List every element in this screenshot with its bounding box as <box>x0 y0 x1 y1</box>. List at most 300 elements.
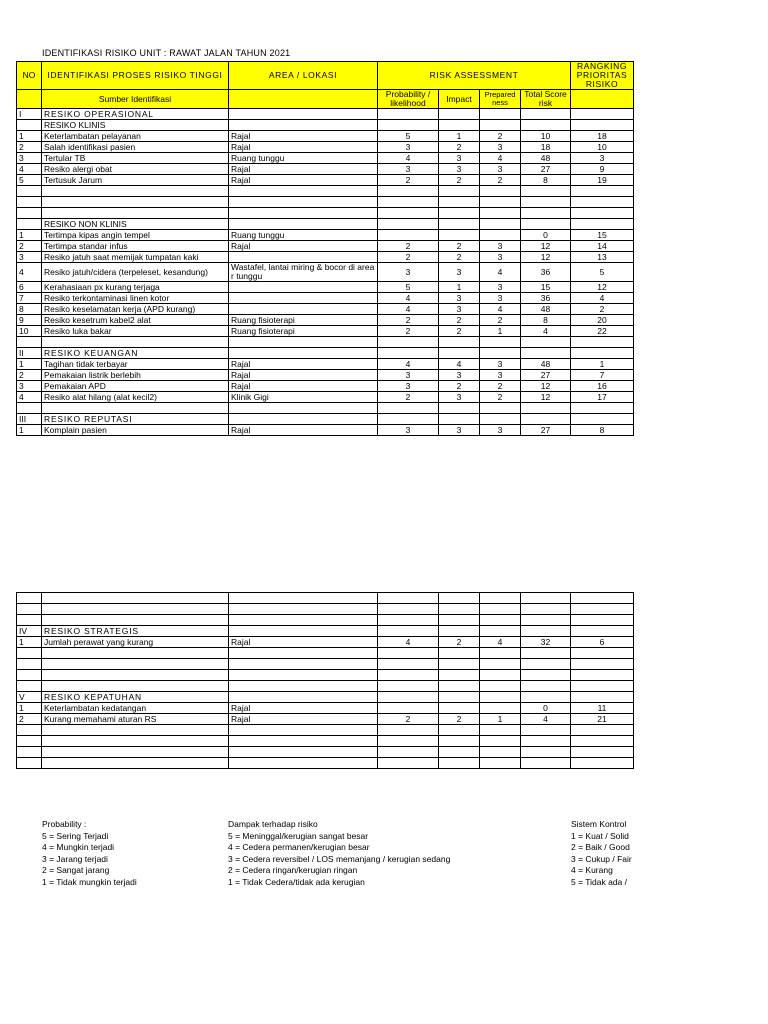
table-row <box>17 626 634 637</box>
table-cell: Keterlambatan kedatangan <box>42 703 229 714</box>
table-cell <box>378 736 439 747</box>
table-cell: 2 <box>439 142 480 153</box>
table-cell: 1 <box>17 230 42 241</box>
table-cell <box>378 219 439 230</box>
table-cell <box>480 208 521 219</box>
table-cell <box>571 615 634 626</box>
table-cell <box>229 197 378 208</box>
table-cell: 48 <box>521 153 571 164</box>
table-cell <box>378 747 439 758</box>
table-cell: 3 <box>378 381 439 392</box>
table-cell <box>17 758 42 769</box>
table-cell <box>521 120 571 131</box>
table-row <box>17 186 634 197</box>
table-cell <box>17 681 42 692</box>
table-row <box>17 637 634 648</box>
header-total: Total Score risk <box>521 90 571 109</box>
table-cell: 4 <box>521 714 571 725</box>
table-cell: Rajal <box>229 241 378 252</box>
table-row <box>17 263 634 282</box>
table-cell <box>571 120 634 131</box>
table-cell: 3 <box>378 164 439 175</box>
table-cell <box>42 725 229 736</box>
table-cell: 3 <box>480 241 521 252</box>
table-cell: 3 <box>439 263 480 282</box>
table-cell <box>480 230 521 241</box>
table-cell <box>480 593 521 604</box>
table-cell: Rajal <box>229 714 378 725</box>
table-cell <box>229 626 378 637</box>
header-blank <box>17 90 42 109</box>
table-cell: Ruang tunggu <box>229 230 378 241</box>
table-cell: 27 <box>521 425 571 436</box>
table-cell <box>378 758 439 769</box>
table-cell: 2 <box>480 315 521 326</box>
table-cell <box>521 725 571 736</box>
table-cell <box>480 692 521 703</box>
table-cell <box>378 208 439 219</box>
table-cell <box>42 593 229 604</box>
table-cell: 36 <box>521 263 571 282</box>
table-cell <box>229 692 378 703</box>
table-cell: 1 <box>480 326 521 337</box>
table-cell: Rajal <box>229 381 378 392</box>
table-cell: 8 <box>521 175 571 186</box>
table-cell <box>17 659 42 670</box>
table-cell: RESIKO REPUTASI <box>42 414 229 425</box>
table-row <box>17 359 634 370</box>
legend-dampak <box>228 819 450 888</box>
table-cell <box>378 681 439 692</box>
legend-line: 5 = Meninggal/kerugian sangat besar <box>228 830 369 841</box>
table-cell: 4 <box>378 293 439 304</box>
table-cell <box>571 414 634 425</box>
table-cell: Rajal <box>229 370 378 381</box>
table-cell <box>378 659 439 670</box>
table-cell: 2 <box>378 326 439 337</box>
table-cell <box>378 692 439 703</box>
table-cell: 2 <box>480 131 521 142</box>
table-cell: 12 <box>521 392 571 403</box>
table-cell <box>571 208 634 219</box>
table-cell: 4 <box>17 392 42 403</box>
table-cell <box>17 604 42 615</box>
table-cell: 3 <box>17 381 42 392</box>
table-row <box>17 681 634 692</box>
table-cell <box>521 197 571 208</box>
table-cell <box>571 593 634 604</box>
table-cell <box>480 747 521 758</box>
table-cell <box>571 403 634 414</box>
table-cell <box>439 681 480 692</box>
table-row <box>17 142 634 153</box>
table-row <box>17 392 634 403</box>
legend-line: Sistem Kontrol <box>571 819 627 829</box>
header-blank-rank <box>571 90 634 109</box>
table-cell: 3 <box>480 293 521 304</box>
table-row <box>17 604 634 615</box>
table-cell: 5 <box>378 131 439 142</box>
table-cell <box>521 219 571 230</box>
table-cell <box>378 197 439 208</box>
table-cell: 4 <box>378 359 439 370</box>
table-cell: 2 <box>378 241 439 252</box>
table-cell: 2 <box>480 392 521 403</box>
table-cell: V <box>17 692 42 703</box>
table-cell: Tertimpa standar infus <box>42 241 229 252</box>
table-cell <box>571 604 634 615</box>
table-row <box>17 315 634 326</box>
table-cell <box>17 747 42 758</box>
table-cell: RESIKO OPERASIONAL <box>42 109 229 120</box>
table-cell <box>439 219 480 230</box>
table-cell <box>17 219 42 230</box>
table-cell <box>17 197 42 208</box>
table-cell: Tertular TB <box>42 153 229 164</box>
legend-line: 2 = Baik / Good <box>571 842 630 852</box>
table-cell: 6 <box>17 282 42 293</box>
table-cell <box>229 109 378 120</box>
table-cell <box>480 120 521 131</box>
table-cell: 3 <box>439 293 480 304</box>
table-cell <box>229 403 378 414</box>
table-cell <box>521 758 571 769</box>
table-cell <box>521 615 571 626</box>
table-cell: 1 <box>480 714 521 725</box>
table-cell: 2 <box>571 304 634 315</box>
table-cell <box>17 120 42 131</box>
table-cell: Resiko terkontaminasi linen kotor <box>42 293 229 304</box>
table-cell: Klinik Gigi <box>229 392 378 403</box>
table-row <box>17 109 634 120</box>
table-cell: 1 <box>17 131 42 142</box>
legend-probability <box>42 819 137 888</box>
table-cell <box>480 197 521 208</box>
table-cell <box>229 648 378 659</box>
table-cell <box>17 208 42 219</box>
table-cell: 4 <box>480 263 521 282</box>
table-cell: 2 <box>17 142 42 153</box>
table-cell: 4 <box>521 326 571 337</box>
table-cell <box>439 197 480 208</box>
table-cell: 32 <box>521 637 571 648</box>
table-cell <box>480 615 521 626</box>
table-cell: Pemakaian listrik berlebih <box>42 370 229 381</box>
table-cell: 3 <box>378 263 439 282</box>
table-row <box>17 282 634 293</box>
document-title: IDENTIFIKASI RISIKO UNIT : RAWAT JALAN TAHUN 2021 <box>42 48 291 58</box>
table-row <box>17 230 634 241</box>
table-cell: 3 <box>439 392 480 403</box>
table-cell <box>378 670 439 681</box>
header-risk-assessment: RISK ASSESSMENT <box>378 62 571 90</box>
table-cell: 7 <box>17 293 42 304</box>
table-cell <box>42 197 229 208</box>
table-cell <box>571 348 634 359</box>
table-cell: 3 <box>480 370 521 381</box>
table-cell <box>439 337 480 348</box>
header-probability: Probability / likelihood <box>378 90 439 109</box>
table-cell: 2 <box>439 315 480 326</box>
table-cell <box>521 626 571 637</box>
table-cell: Rajal <box>229 175 378 186</box>
table-cell: 22 <box>571 326 634 337</box>
table-cell: 3 <box>378 142 439 153</box>
table-cell <box>42 670 229 681</box>
table-cell <box>229 670 378 681</box>
header-impact: Impact <box>439 90 480 109</box>
table-cell: 11 <box>571 703 634 714</box>
table-cell: 5 <box>17 175 42 186</box>
table-cell <box>378 109 439 120</box>
table-cell: 18 <box>521 142 571 153</box>
table-cell: IV <box>17 626 42 637</box>
table-row <box>17 425 634 436</box>
table-cell <box>42 186 229 197</box>
table-row <box>17 348 634 359</box>
table-row <box>17 381 634 392</box>
table-row <box>17 197 634 208</box>
legend-line: 3 = Jarang terjadi <box>42 853 108 864</box>
table-row <box>17 120 634 131</box>
table-cell: Ruang tunggu <box>229 153 378 164</box>
table-row <box>17 670 634 681</box>
table-cell <box>571 681 634 692</box>
table-cell: 3 <box>480 282 521 293</box>
table-cell <box>439 414 480 425</box>
table-cell <box>571 725 634 736</box>
legend-line: Probability : <box>42 819 87 829</box>
table-cell: 1 <box>439 131 480 142</box>
table-cell <box>229 219 378 230</box>
table-cell: 2 <box>17 370 42 381</box>
table-cell <box>480 681 521 692</box>
table-cell <box>521 348 571 359</box>
table-cell <box>229 208 378 219</box>
table-cell: 2 <box>17 241 42 252</box>
table-cell <box>439 692 480 703</box>
table-cell: 4 <box>17 164 42 175</box>
table-cell <box>229 593 378 604</box>
table-cell: 2 <box>480 381 521 392</box>
table-cell: 1 <box>439 282 480 293</box>
table-row <box>17 304 634 315</box>
table-row <box>17 593 634 604</box>
table-cell: Rajal <box>229 637 378 648</box>
table-cell: Resiko jatuh/cidera (terpeleset, kesandung) <box>42 263 229 282</box>
table-cell <box>571 219 634 230</box>
header-preparedness: Prepared ness <box>480 90 521 109</box>
table-cell: 2 <box>378 252 439 263</box>
table-cell: 15 <box>521 282 571 293</box>
header-blank-area <box>229 90 378 109</box>
table-cell: III <box>17 414 42 425</box>
header-rangking: RANGKING PRIORITAS RISIKO <box>571 62 634 90</box>
table-cell <box>17 593 42 604</box>
table-cell <box>229 186 378 197</box>
table-cell: 19 <box>571 175 634 186</box>
table-cell: Ruang fisioterapi <box>229 326 378 337</box>
table-cell: 3 <box>439 425 480 436</box>
table-cell <box>521 648 571 659</box>
table-cell: 48 <box>521 359 571 370</box>
table-cell <box>480 219 521 230</box>
table-cell <box>571 659 634 670</box>
table-cell <box>571 626 634 637</box>
table-cell: 2 <box>17 714 42 725</box>
table-cell <box>378 414 439 425</box>
table-cell: 2 <box>378 714 439 725</box>
table-cell: 48 <box>521 304 571 315</box>
table-cell: II <box>17 348 42 359</box>
table-cell: Keterlambatan pelayanan <box>42 131 229 142</box>
table-cell <box>521 414 571 425</box>
table-cell: 2 <box>480 175 521 186</box>
table-cell: 8 <box>17 304 42 315</box>
table-cell: 2 <box>439 714 480 725</box>
table-cell <box>229 337 378 348</box>
table-row <box>17 337 634 348</box>
table-cell: 17 <box>571 392 634 403</box>
table-cell: 3 <box>480 425 521 436</box>
table-cell: 2 <box>378 175 439 186</box>
table-row <box>17 252 634 263</box>
table-cell: 7 <box>571 370 634 381</box>
table-cell: RESIKO KEPATUHAN <box>42 692 229 703</box>
table-cell <box>571 109 634 120</box>
table-cell <box>571 337 634 348</box>
table-cell <box>521 593 571 604</box>
table-cell: Rajal <box>229 142 378 153</box>
table-cell <box>229 659 378 670</box>
table-row <box>17 175 634 186</box>
table-row <box>17 326 634 337</box>
table-cell <box>17 403 42 414</box>
table-cell <box>229 725 378 736</box>
table-cell: Resiko kesetrum kabel2 alat <box>42 315 229 326</box>
table-cell <box>521 186 571 197</box>
table-cell <box>229 758 378 769</box>
table-cell <box>229 604 378 615</box>
table-cell: 16 <box>571 381 634 392</box>
table-cell <box>229 252 378 263</box>
table-cell <box>521 747 571 758</box>
table-cell: RESIKO STRATEGIS <box>42 626 229 637</box>
table-cell: Resiko jatuh saat memijak tumpatan kaki <box>42 252 229 263</box>
table-cell: 1 <box>571 359 634 370</box>
table-cell <box>480 414 521 425</box>
table-cell: 2 <box>439 326 480 337</box>
table-cell: 4 <box>439 359 480 370</box>
table-cell: 1 <box>17 359 42 370</box>
table-cell: 3 <box>480 142 521 153</box>
table-cell <box>42 403 229 414</box>
table-cell <box>378 230 439 241</box>
table-row <box>17 714 634 725</box>
table-cell <box>17 725 42 736</box>
table-cell: 4 <box>480 153 521 164</box>
table-cell: 15 <box>571 230 634 241</box>
table-cell: 18 <box>571 131 634 142</box>
table-row <box>17 219 634 230</box>
table-cell: 4 <box>17 263 42 282</box>
table-cell: 5 <box>571 263 634 282</box>
risk-table-continued <box>16 592 634 769</box>
table-cell <box>229 348 378 359</box>
table-cell <box>480 758 521 769</box>
table-row <box>17 692 634 703</box>
legend-line: 5 = Sering Terjadi <box>42 830 109 841</box>
table-cell: 2 <box>378 315 439 326</box>
table-cell: 14 <box>571 241 634 252</box>
table-cell <box>229 615 378 626</box>
table-cell <box>480 648 521 659</box>
table-cell <box>521 670 571 681</box>
table-cell <box>229 304 378 315</box>
table-cell: Wastafel, lantai miring & bocor di area r tunggu <box>229 263 378 282</box>
table-cell <box>521 208 571 219</box>
table-cell: Salah identifikasi pasien <box>42 142 229 153</box>
table-cell <box>571 186 634 197</box>
table-cell: Ruang fisioterapi <box>229 315 378 326</box>
table-row <box>17 241 634 252</box>
table-cell: 8 <box>571 425 634 436</box>
table-cell: Tertusuk Jarum <box>42 175 229 186</box>
table-cell <box>521 692 571 703</box>
table-cell: 1 <box>17 703 42 714</box>
table-cell <box>17 337 42 348</box>
table-cell <box>229 293 378 304</box>
table-cell: Resiko alat hilang (alat kecil2) <box>42 392 229 403</box>
table-cell: 27 <box>521 370 571 381</box>
table-cell <box>480 725 521 736</box>
table-cell <box>378 120 439 131</box>
table-cell: 2 <box>378 392 439 403</box>
table-cell: 1 <box>17 637 42 648</box>
table-cell: 3 <box>439 370 480 381</box>
table-cell <box>439 758 480 769</box>
table-row <box>17 725 634 736</box>
table-cell <box>439 120 480 131</box>
table-cell: 13 <box>571 252 634 263</box>
table-cell <box>42 736 229 747</box>
table-cell <box>521 736 571 747</box>
legend-line: 5 = Tidak ada / <box>571 876 627 887</box>
table-cell <box>378 703 439 714</box>
table-cell <box>439 670 480 681</box>
table-cell <box>439 626 480 637</box>
table-cell: 3 <box>439 304 480 315</box>
table-cell <box>439 186 480 197</box>
table-cell <box>378 593 439 604</box>
table-cell: 4 <box>378 637 439 648</box>
table-cell <box>439 747 480 758</box>
legend-line: 1 = Tidak Cedera/tidak ada kerugian <box>228 876 365 887</box>
table-cell: 3 <box>571 153 634 164</box>
table-cell <box>439 230 480 241</box>
table-cell: 6 <box>571 637 634 648</box>
table-cell <box>571 758 634 769</box>
table-row <box>17 659 634 670</box>
table-cell: 2 <box>439 637 480 648</box>
table-cell <box>229 736 378 747</box>
table-cell: 2 <box>439 252 480 263</box>
table-cell <box>17 648 42 659</box>
legend-line: 1 = Tidak mungkin terjadi <box>42 876 137 887</box>
header-no: NO <box>17 62 42 90</box>
table-cell <box>439 403 480 414</box>
table-cell: RESIKO KLINIS <box>42 120 229 131</box>
